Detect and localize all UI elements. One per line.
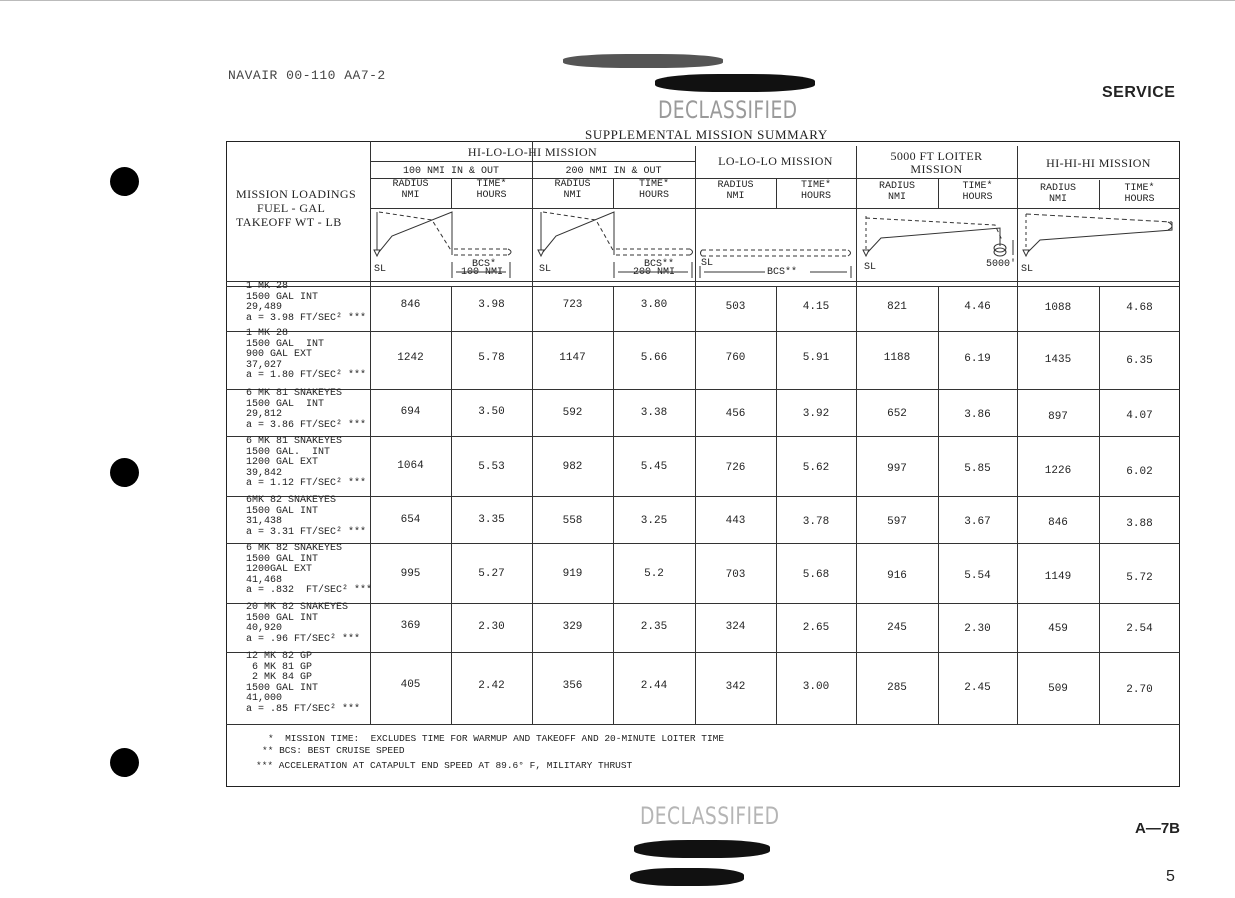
col-time: TIME* HOURS (476, 179, 507, 201)
table-cell: 846 (400, 299, 421, 311)
table-cell: 3.35 (478, 514, 505, 526)
col-time: TIME* HOURS (962, 181, 993, 203)
sea-level-label: SL (701, 258, 714, 269)
table-cell: 919 (562, 568, 583, 580)
col-time: TIME* HOURS (638, 179, 669, 201)
table-cell: 4.68 (1126, 302, 1153, 314)
service-label: SERVICE (1102, 84, 1176, 101)
table-cell: 3.78 (802, 516, 830, 528)
mission-hihihi: HI-HI-HI MISSION (1046, 156, 1151, 170)
top-rule (0, 0, 1235, 1)
table-cell: 5.45 (640, 461, 668, 473)
footnote-bcs: ** BCS: BEST CRUISE SPEED (262, 745, 405, 756)
row-header-fuel: FUEL - GAL (257, 201, 326, 215)
table-cell: 4.07 (1126, 410, 1153, 422)
row-header-weight: TAKEOFF WT - LB (236, 215, 342, 229)
table-cell: 356 (562, 680, 583, 692)
table-cell: 1188 (883, 352, 911, 364)
table-cell: 997 (887, 463, 907, 475)
table-cell: 982 (562, 461, 583, 473)
table-cell: 2.45 (964, 682, 991, 694)
table-cell: 1226 (1044, 465, 1072, 477)
altitude-label: 5000' (986, 259, 1017, 270)
table-cell: 2.65 (802, 622, 830, 634)
table-cell: 654 (400, 514, 421, 526)
table-cell: 2.30 (964, 623, 991, 635)
table-cell: 5.66 (640, 352, 668, 364)
table-cell: 443 (725, 515, 746, 527)
loading-label: 20 MK 82 SNAKEYES 1500 GAL INT 40,920 a = .96 FT/SEC² *** (246, 602, 361, 645)
bcs-label: BCS** (644, 259, 675, 270)
sea-level-label: SL (864, 262, 877, 273)
table-cell: 1242 (397, 352, 424, 364)
table-cell: 245 (887, 622, 907, 634)
table-cell: 324 (725, 621, 746, 633)
binder-hole (110, 748, 139, 777)
table-cell: 3.80 (640, 299, 668, 311)
declassified-stamp: DECLASSIFIED (640, 802, 780, 830)
sub-100nmi: 100 NMI IN & OUT (402, 166, 499, 177)
table-cell: 5.68 (802, 569, 830, 581)
table-cell: 5.72 (1126, 572, 1153, 584)
loading-label: 6 MK 81 SNAKEYES 1500 GAL INT 29,812 a = 3.86 FT/SEC² *** (246, 388, 367, 431)
table-cell: 2.44 (640, 680, 668, 692)
table-cell: 369 (400, 620, 421, 632)
table-cell: 3.50 (478, 406, 505, 418)
row-header-loadings: MISSION LOADINGS (236, 187, 357, 201)
table-cell: 897 (1048, 411, 1068, 423)
mission-loiter-line2: MISSION (910, 162, 963, 176)
loading-label: 12 MK 82 GP 6 MK 81 GP 2 MK 84 GP 1500 GAL INT 41,000 a = .85 FT/SEC² *** (246, 651, 361, 715)
table-cell: 597 (887, 516, 907, 528)
table-cell: 5.85 (964, 463, 991, 475)
table-cell: 723 (562, 299, 583, 311)
table-cell: 726 (725, 462, 746, 474)
table-cell: 509 (1048, 683, 1068, 695)
table-cell: 4.15 (802, 301, 830, 313)
col-radius: RADIUS NMI (717, 180, 754, 202)
binder-hole (110, 458, 139, 487)
table-cell: 3.00 (802, 681, 830, 693)
table-cell: 459 (1048, 623, 1068, 635)
table-cell: 3.38 (640, 407, 668, 419)
distance-label: 200 NMI (633, 267, 676, 278)
table-cell: 2.54 (1126, 623, 1153, 635)
footnote-acceleration: *** ACCELERATION AT CATAPULT END SPEED AT 89.6° F, MILITARY THRUST (256, 760, 633, 771)
redaction-mark (563, 54, 723, 68)
mission-lololo: LO-LO-LO MISSION (718, 154, 833, 168)
sub-200nmi: 200 NMI IN & OUT (565, 166, 662, 177)
table-cell: 285 (887, 682, 907, 694)
table-cell: 995 (400, 568, 421, 580)
col-radius: RADIUS NMI (392, 179, 429, 201)
table-cell: 2.30 (478, 621, 505, 633)
table-cell: 1435 (1044, 354, 1072, 366)
table-cell: 5.53 (478, 461, 505, 473)
table-cell: 1147 (559, 352, 586, 364)
binder-hole (110, 167, 139, 196)
table-cell: 456 (725, 408, 746, 420)
table-cell: 342 (725, 681, 746, 693)
table-cell: 2.42 (478, 680, 505, 692)
table-cell: 4.46 (964, 301, 991, 313)
table-cell: 503 (725, 301, 746, 313)
table-cell: 1088 (1044, 302, 1072, 314)
page-number: 5 (1166, 868, 1175, 885)
table-cell: 3.25 (640, 515, 668, 527)
loading-label: 6 MK 81 SNAKEYES 1500 GAL. INT 1200 GAL EXT 39,842 a = 1.12 FT/SEC² *** (246, 436, 367, 489)
table-cell: 5.27 (478, 568, 505, 580)
table-cell: 3.92 (802, 408, 830, 420)
table-cell: 3.86 (964, 409, 991, 421)
table-cell: 694 (400, 406, 421, 418)
declassified-stamp: DECLASSIFIED (658, 96, 798, 124)
sea-level-label: SL (1021, 264, 1034, 275)
table-cell: 5.62 (802, 462, 830, 474)
sea-level-label: SL (539, 264, 552, 275)
table-cell: 3.67 (964, 516, 991, 528)
table-cell: 329 (562, 621, 583, 633)
page-reference: A—7B (1135, 820, 1181, 837)
col-radius: RADIUS NMI (554, 179, 591, 201)
table-cell: 592 (562, 407, 583, 419)
table-cell: 2.70 (1126, 684, 1153, 696)
table-cell: 5.2 (644, 568, 664, 580)
redaction-mark (630, 868, 744, 886)
table-cell: 2.35 (640, 621, 668, 633)
footnote-mission-time: * MISSION TIME: EXCLUDES TIME FOR WARMUP AND TAKEOFF AND 20-MINUTE LOITER TIME (268, 733, 725, 744)
table-cell: 760 (725, 352, 746, 364)
mission-loiter-line1: 5000 FT LOITER (890, 149, 983, 163)
table-cell: 5.91 (802, 352, 830, 364)
table-cell: 6.19 (964, 353, 991, 365)
table-cell: 5.78 (478, 352, 505, 364)
table-cell: 1064 (397, 460, 424, 472)
col-time: TIME* HOURS (800, 180, 831, 202)
col-time: TIME* HOURS (1124, 183, 1155, 205)
loading-label: 1 MK 28 1500 GAL INT 900 GAL EXT 37,027 a = 1.80 FT/SEC² *** (246, 328, 367, 381)
table-cell: 821 (887, 301, 907, 313)
col-radius: RADIUS NMI (878, 181, 915, 203)
table-cell: 1149 (1044, 571, 1072, 583)
summary-title: SUPPLEMENTAL MISSION SUMMARY (585, 127, 828, 142)
document-id: NAVAIR 00-110 AA7-2 (228, 68, 386, 83)
redaction-mark (634, 840, 770, 858)
sea-level-label: SL (374, 264, 387, 275)
mission-hilolohi: HI-LO-LO-HI MISSION (467, 145, 598, 159)
table-cell: 405 (400, 679, 421, 691)
table-cell: 916 (887, 570, 907, 582)
redaction-mark (655, 74, 815, 92)
table-cell: 703 (725, 569, 746, 581)
loading-label: 6 MK 82 SNAKEYES 1500 GAL INT 1200GAL EXT 41,468 a = .832 FT/SEC² *** (246, 543, 373, 596)
table-cell: 3.98 (478, 299, 505, 311)
loading-label: 1 MK 28 1500 GAL INT 29,489 a = 3.98 FT/SEC² *** (246, 281, 367, 324)
table-cell: 846 (1048, 517, 1068, 529)
col-radius: RADIUS NMI (1039, 183, 1076, 205)
bcs-label: BCS* (472, 259, 497, 270)
table-cell: 6.02 (1126, 466, 1153, 478)
table-cell: 3.88 (1126, 518, 1153, 530)
loading-label: 6MK 82 SNAKEYES 1500 GAL INT 31,438 a = 3.31 FT/SEC² *** (246, 495, 367, 538)
table-cell: 558 (562, 515, 583, 527)
table-cell: 6.35 (1126, 355, 1153, 367)
table-cell: 652 (887, 408, 907, 420)
distance-label: 100 NMI (461, 267, 504, 278)
table-cell: 5.54 (964, 570, 991, 582)
bcs-label: BCS** (767, 267, 798, 278)
